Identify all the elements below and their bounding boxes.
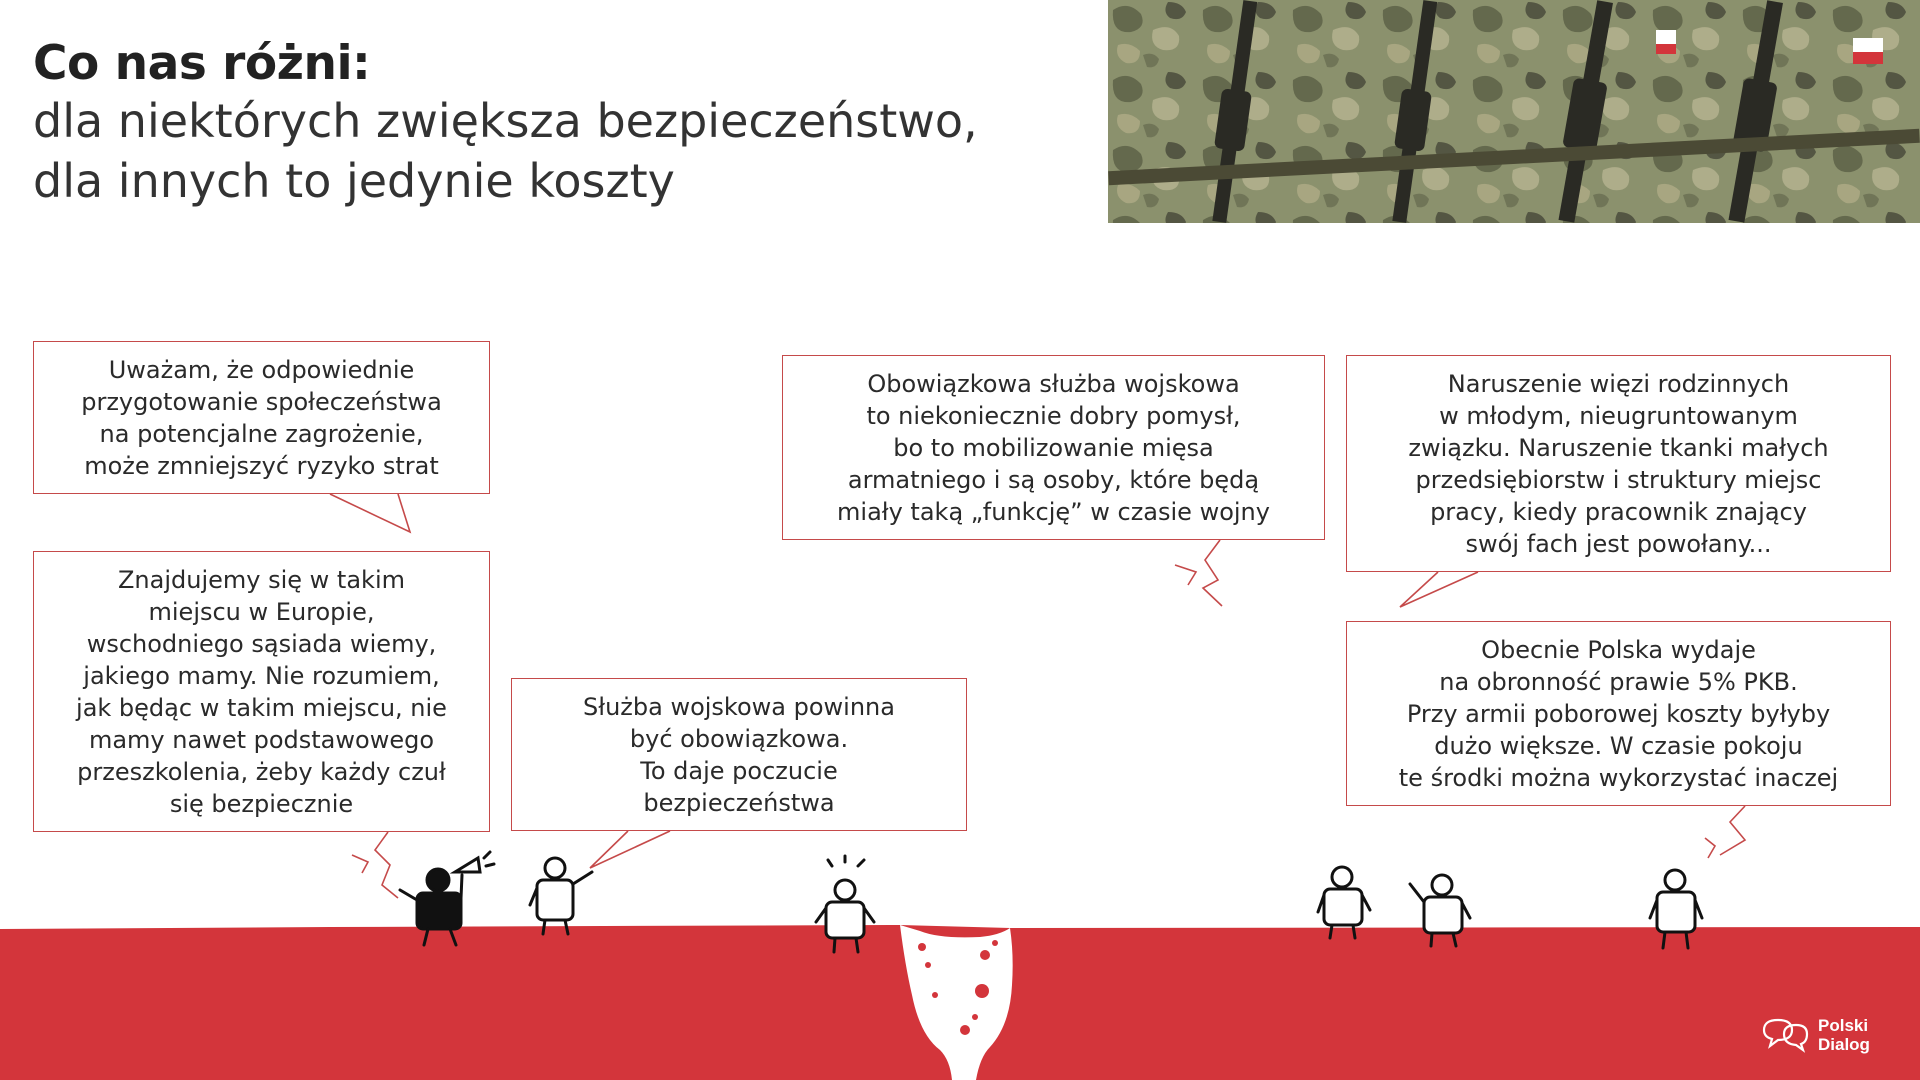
- speech-bubble-6: [1346, 621, 1891, 806]
- speech-bubble-1: [33, 341, 490, 494]
- speech-bubble-3-text: Służba wojskowa powinna być obowiązkowa. To daje poczucie bezpieczeństwa: [583, 693, 895, 817]
- speech-bubbles-icon: [1760, 1016, 1810, 1054]
- speech-bubble-2: [33, 551, 490, 832]
- speech-bubble-3: [511, 678, 967, 831]
- speech-bubble-5: [1346, 355, 1891, 572]
- speech-bubble-4: [782, 355, 1325, 540]
- header: [33, 36, 978, 212]
- speech-bubble-5-text: Naruszenie więzi rodzinnych w młodym, nieugruntowanym związku. Naruszenie tkanki małych przedsiębiorstw i struktury miejsc pracy, kiedy pracownik znający swój fach jest powołany...: [1408, 370, 1829, 558]
- speech-bubble-6-text: Obecnie Polska wydaje na obronność prawie 5% PKB. Przy armii poborowej koszty byłyby dużo większe. W czasie pokoju te środki można wykorzystać inaczej: [1398, 636, 1839, 792]
- page-title: Co nas różni:: [33, 36, 371, 91]
- speech-bubble-2-text: Znajdujemy się w takim miejscu w Europie, wschodniego sąsiada wiemy, jakiego mamy. Nie rozumiem, jak będąc w takim miejscu, nie mamy nawet podstawowego przeszkolenia, żeby każdy czuł się bezpiecznie: [76, 566, 447, 818]
- speech-bubble-1-text: Uważam, że odpowiednie przygotowanie społeczeństwa na potencjalne zagrożenie, może zmniejszyć ryzyko strat: [81, 356, 442, 480]
- polski-dialog-logo: [1760, 1016, 1870, 1054]
- soldiers-photo: [1108, 0, 1920, 223]
- speech-bubble-4-text: Obowiązkowa służba wojskowa to niekoniecznie dobry pomysł, bo to mobilizowanie mięsa armatniego i są osoby, które będą miały taką „funkcję” w czasie wojny: [837, 370, 1270, 526]
- red-ground-with-crack: [0, 925, 1920, 1080]
- logo-line-1: Polski: [1818, 1016, 1869, 1035]
- logo-line-2: Dialog: [1818, 1035, 1870, 1054]
- page-subtitle-line-2: dla innych to jedynie koszty: [33, 154, 675, 209]
- page-subtitle-line-1: dla niektórych zwiększa bezpieczeństwo,: [33, 94, 978, 149]
- speaking-person-figure: [530, 858, 592, 934]
